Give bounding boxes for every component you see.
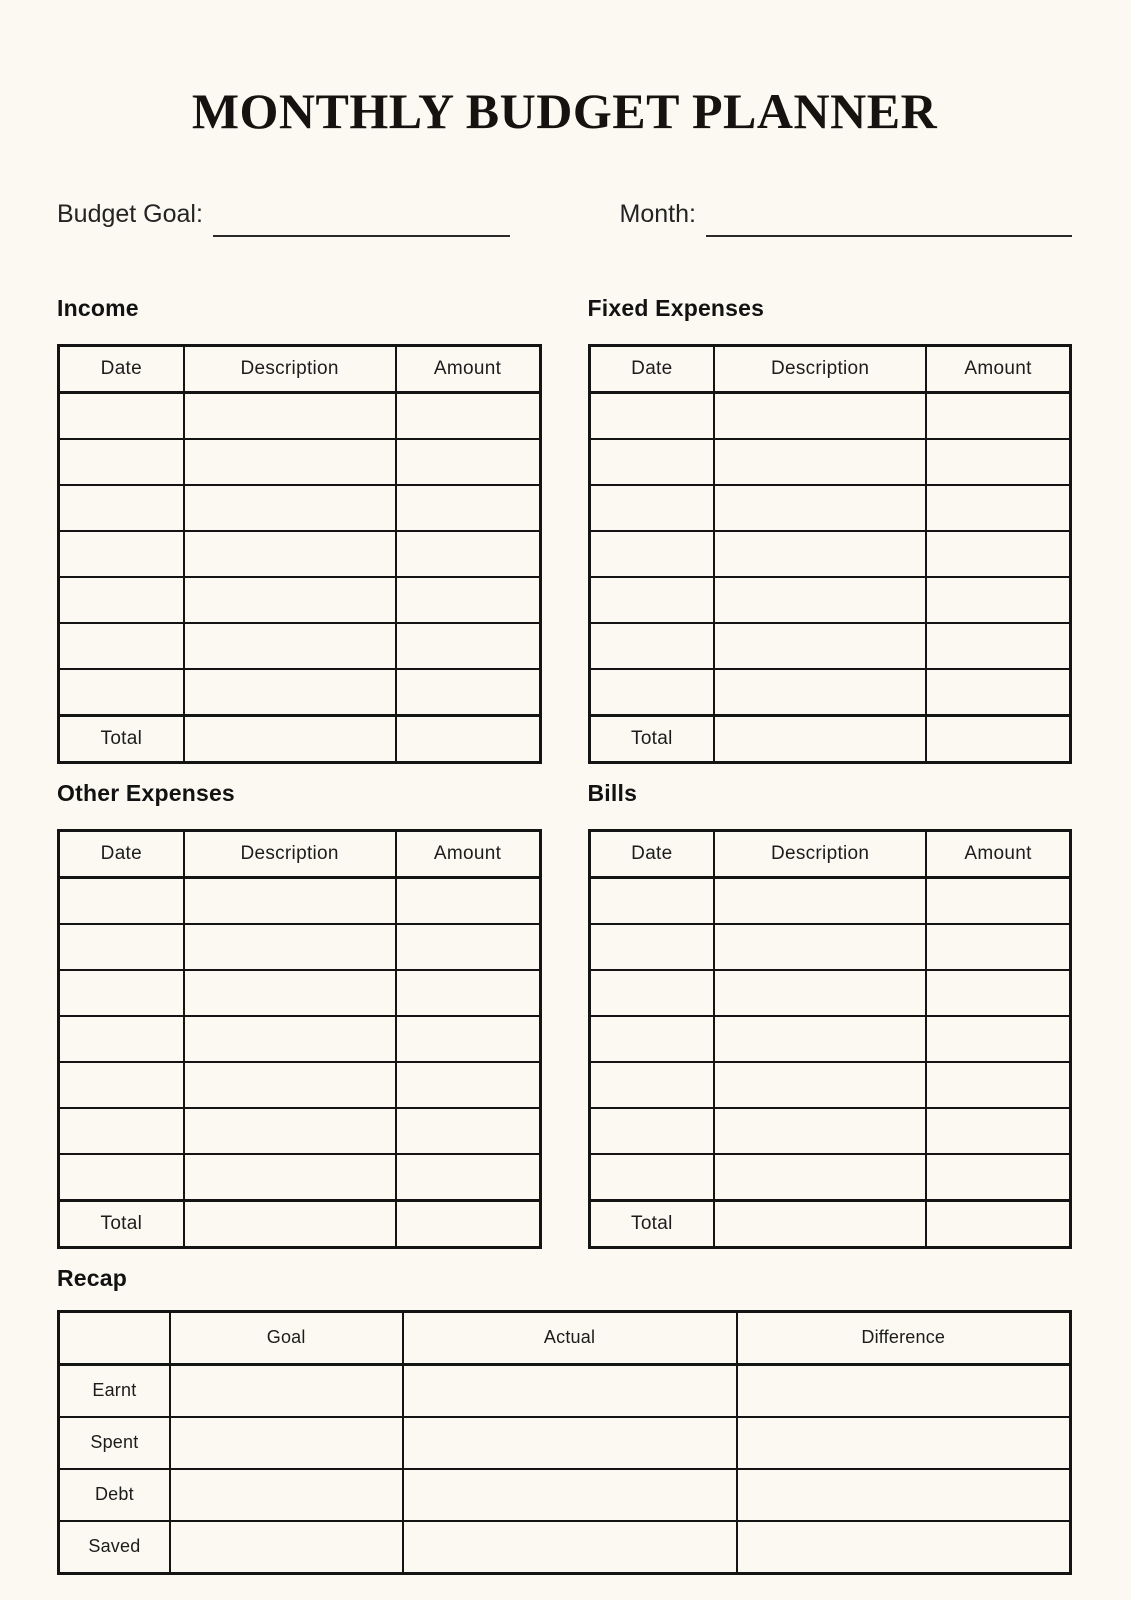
recap-row-label: Earnt (59, 1364, 170, 1417)
table-row (589, 1154, 1071, 1201)
other-expenses-section (57, 780, 542, 1249)
table-row (59, 669, 541, 716)
table-row (59, 439, 541, 485)
income-total-amount-cell[interactable] (396, 715, 540, 762)
table-row (589, 669, 1071, 716)
income-date-cell[interactable] (59, 669, 184, 716)
income-date-cell[interactable] (59, 531, 184, 577)
other-expenses-amount-cell[interactable] (396, 924, 540, 970)
other-expenses-description-cell[interactable] (184, 1016, 396, 1062)
fixed-expenses-description-cell[interactable] (714, 439, 926, 485)
fixed-expenses-description-cell[interactable] (714, 531, 926, 577)
other-expenses-total-label: Total (59, 1200, 184, 1247)
fixed-expenses-amount-cell[interactable] (926, 485, 1070, 531)
other-expenses-amount-cell[interactable] (396, 1108, 540, 1154)
fixed-expenses-description-cell[interactable] (714, 485, 926, 531)
income-section (57, 295, 542, 764)
bills-date-cell[interactable] (589, 1016, 714, 1062)
other-expenses-col-amount: Amount (396, 830, 540, 877)
bills-description-cell[interactable] (714, 924, 926, 970)
table-row (59, 392, 541, 439)
income-amount-cell[interactable] (396, 669, 540, 716)
income-date-cell[interactable] (59, 392, 184, 439)
table-row (589, 392, 1071, 439)
fixed-expenses-section (588, 295, 1073, 764)
income-col-date: Date (59, 345, 184, 392)
income-description-cell[interactable] (184, 485, 396, 531)
fixed-expenses-description-cell[interactable] (714, 623, 926, 669)
fixed-expenses-description-cell[interactable] (714, 392, 926, 439)
table-row (59, 1016, 541, 1062)
bills-date-cell[interactable] (589, 970, 714, 1016)
income-total-description-cell[interactable] (184, 715, 396, 762)
income-description-cell[interactable] (184, 531, 396, 577)
fixed-expenses-total-amount-cell[interactable] (926, 715, 1070, 762)
bills-amount-cell[interactable] (926, 877, 1070, 924)
recap-debt-difference-cell[interactable] (737, 1469, 1071, 1521)
other-expenses-date-cell[interactable] (59, 970, 184, 1016)
month-input-line[interactable] (706, 209, 1072, 237)
income-description-cell[interactable] (184, 439, 396, 485)
recap-earnt-difference-cell[interactable] (737, 1364, 1071, 1417)
recap-spent-goal-cell[interactable] (170, 1417, 403, 1469)
recap-row-debt (59, 1469, 1071, 1521)
income-col-description: Description (184, 345, 396, 392)
fixed-expenses-amount-cell[interactable] (926, 531, 1070, 577)
income-amount-cell[interactable] (396, 392, 540, 439)
recap-section (57, 1265, 1072, 1575)
bills-description-cell[interactable] (714, 970, 926, 1016)
recap-row-label: Spent (59, 1417, 170, 1469)
fixed-expenses-heading: Fixed Expenses (587, 294, 765, 321)
other-expenses-description-cell[interactable] (184, 877, 396, 924)
recap-header-row (59, 1311, 1071, 1364)
fixed-expenses-date-cell[interactable] (589, 577, 714, 623)
bills-col-amount: Amount (926, 830, 1070, 877)
recap-row-saved (59, 1521, 1071, 1574)
other-expenses-table (57, 829, 542, 1249)
table-row (589, 877, 1071, 924)
bills-amount-cell[interactable] (926, 1108, 1070, 1154)
recap-debt-goal-cell[interactable] (170, 1469, 403, 1521)
income-description-cell[interactable] (184, 623, 396, 669)
bills-section (588, 780, 1073, 1249)
income-heading: Income (57, 294, 139, 321)
other-expenses-amount-cell[interactable] (396, 1154, 540, 1201)
fixed-expenses-col-date: Date (589, 345, 714, 392)
bills-description-cell[interactable] (714, 1016, 926, 1062)
other-expenses-date-cell[interactable] (59, 1016, 184, 1062)
recap-row-earnt (59, 1364, 1071, 1417)
table-row (59, 970, 541, 1016)
recap-col-actual: Actual (403, 1311, 737, 1364)
fixed-expenses-date-cell[interactable] (589, 439, 714, 485)
recap-spent-difference-cell[interactable] (737, 1417, 1071, 1469)
fixed-expenses-amount-cell[interactable] (926, 623, 1070, 669)
table-row (589, 623, 1071, 669)
fixed-expenses-amount-cell[interactable] (926, 439, 1070, 485)
bills-amount-cell[interactable] (926, 1016, 1070, 1062)
table-row (589, 924, 1071, 970)
other-expenses-col-description: Description (184, 830, 396, 877)
bills-table (588, 829, 1073, 1249)
table-row (589, 1062, 1071, 1108)
other-expenses-amount-cell[interactable] (396, 1062, 540, 1108)
table-row (589, 970, 1071, 1016)
income-amount-cell[interactable] (396, 485, 540, 531)
other-expenses-description-cell[interactable] (184, 1062, 396, 1108)
bills-date-cell[interactable] (589, 1062, 714, 1108)
budget-goal-field (57, 191, 510, 229)
bills-total-label: Total (589, 1200, 714, 1247)
table-row (59, 623, 541, 669)
page-title: MONTHLY BUDGET PLANNER (191, 83, 938, 139)
recap-debt-actual-cell[interactable] (403, 1469, 737, 1521)
bills-col-date: Date (589, 830, 714, 877)
recap-col-blank (59, 1311, 170, 1364)
recap-row-label: Saved (59, 1521, 170, 1574)
bills-date-cell[interactable] (589, 877, 714, 924)
ledger-grid (57, 295, 1072, 1249)
recap-col-goal: Goal (170, 1311, 403, 1364)
bills-total-amount-cell[interactable] (926, 1200, 1070, 1247)
other-expenses-total-description-cell[interactable] (184, 1200, 396, 1247)
table-row (589, 1108, 1071, 1154)
other-expenses-date-cell[interactable] (59, 924, 184, 970)
table-row (589, 485, 1071, 531)
fixed-expenses-date-cell[interactable] (589, 485, 714, 531)
bills-date-cell[interactable] (589, 1108, 714, 1154)
bills-description-cell[interactable] (714, 1062, 926, 1108)
table-row (59, 577, 541, 623)
other-expenses-total-amount-cell[interactable] (396, 1200, 540, 1247)
income-description-cell[interactable] (184, 392, 396, 439)
bills-date-cell[interactable] (589, 924, 714, 970)
table-row (59, 1154, 541, 1201)
income-amount-cell[interactable] (396, 439, 540, 485)
other-expenses-total-row (59, 1200, 541, 1247)
table-row (589, 577, 1071, 623)
bills-amount-cell[interactable] (926, 970, 1070, 1016)
table-row (589, 1016, 1071, 1062)
income-amount-cell[interactable] (396, 623, 540, 669)
bills-amount-cell[interactable] (926, 924, 1070, 970)
bills-total-row (589, 1200, 1071, 1247)
income-header-row (59, 345, 541, 392)
bills-description-cell[interactable] (714, 1154, 926, 1201)
income-date-cell[interactable] (59, 577, 184, 623)
income-description-cell[interactable] (184, 577, 396, 623)
income-amount-cell[interactable] (396, 531, 540, 577)
table-row (59, 924, 541, 970)
recap-table (57, 1310, 1072, 1575)
income-date-cell[interactable] (59, 485, 184, 531)
fixed-expenses-total-row (589, 715, 1071, 762)
bills-total-description-cell[interactable] (714, 1200, 926, 1247)
other-expenses-date-cell[interactable] (59, 1154, 184, 1201)
fixed-expenses-header-row (589, 345, 1071, 392)
bills-col-description: Description (714, 830, 926, 877)
fixed-expenses-date-cell[interactable] (589, 531, 714, 577)
income-date-cell[interactable] (59, 439, 184, 485)
other-expenses-amount-cell[interactable] (396, 970, 540, 1016)
fixed-expenses-total-label: Total (589, 715, 714, 762)
bills-amount-cell[interactable] (926, 1062, 1070, 1108)
bills-date-cell[interactable] (589, 1154, 714, 1201)
other-expenses-heading: Other Expenses (57, 779, 235, 806)
recap-earnt-goal-cell[interactable] (170, 1364, 403, 1417)
bills-description-cell[interactable] (714, 877, 926, 924)
bills-header-row (589, 830, 1071, 877)
fixed-expenses-date-cell[interactable] (589, 669, 714, 716)
bills-amount-cell[interactable] (926, 1154, 1070, 1201)
fixed-expenses-description-cell[interactable] (714, 577, 926, 623)
other-expenses-amount-cell[interactable] (396, 1016, 540, 1062)
income-table (57, 344, 542, 764)
income-total-label: Total (59, 715, 184, 762)
fixed-expenses-date-cell[interactable] (589, 623, 714, 669)
other-expenses-description-cell[interactable] (184, 924, 396, 970)
budget-goal-label: Budget Goal: (57, 200, 203, 228)
other-expenses-amount-cell[interactable] (396, 877, 540, 924)
recap-spent-actual-cell[interactable] (403, 1417, 737, 1469)
table-row (59, 1062, 541, 1108)
recap-heading: Recap (57, 1264, 128, 1291)
recap-row-label: Debt (59, 1469, 170, 1521)
other-expenses-date-cell[interactable] (59, 1108, 184, 1154)
table-row (59, 485, 541, 531)
budget-goal-input-line[interactable] (213, 209, 510, 237)
bills-heading: Bills (587, 779, 638, 806)
fixed-expenses-col-amount: Amount (926, 345, 1070, 392)
table-row (59, 531, 541, 577)
other-expenses-col-date: Date (59, 830, 184, 877)
income-amount-cell[interactable] (396, 577, 540, 623)
recap-row-spent (59, 1417, 1071, 1469)
fixed-expenses-col-description: Description (714, 345, 926, 392)
income-total-row (59, 715, 541, 762)
table-row (59, 877, 541, 924)
bills-description-cell[interactable] (714, 1108, 926, 1154)
other-expenses-description-cell[interactable] (184, 1154, 396, 1201)
other-expenses-date-cell[interactable] (59, 1062, 184, 1108)
recap-saved-actual-cell[interactable] (403, 1521, 737, 1574)
recap-col-difference: Difference (737, 1311, 1071, 1364)
fields-row (57, 191, 1072, 229)
income-date-cell[interactable] (59, 623, 184, 669)
other-expenses-date-cell[interactable] (59, 877, 184, 924)
table-row (589, 531, 1071, 577)
income-col-amount: Amount (396, 345, 540, 392)
recap-saved-goal-cell[interactable] (170, 1521, 403, 1574)
fixed-expenses-amount-cell[interactable] (926, 577, 1070, 623)
fixed-expenses-amount-cell[interactable] (926, 392, 1070, 439)
recap-earnt-actual-cell[interactable] (403, 1364, 737, 1417)
recap-saved-difference-cell[interactable] (737, 1521, 1071, 1574)
other-expenses-description-cell[interactable] (184, 1108, 396, 1154)
fixed-expenses-amount-cell[interactable] (926, 669, 1070, 716)
fixed-expenses-table (588, 344, 1073, 764)
fixed-expenses-date-cell[interactable] (589, 392, 714, 439)
fixed-expenses-description-cell[interactable] (714, 669, 926, 716)
month-label: Month: (619, 200, 696, 228)
month-field (556, 191, 1073, 229)
other-expenses-description-cell[interactable] (184, 970, 396, 1016)
table-row (59, 1108, 541, 1154)
table-row (589, 439, 1071, 485)
income-description-cell[interactable] (184, 669, 396, 716)
fixed-expenses-total-description-cell[interactable] (714, 715, 926, 762)
other-expenses-header-row (59, 830, 541, 877)
